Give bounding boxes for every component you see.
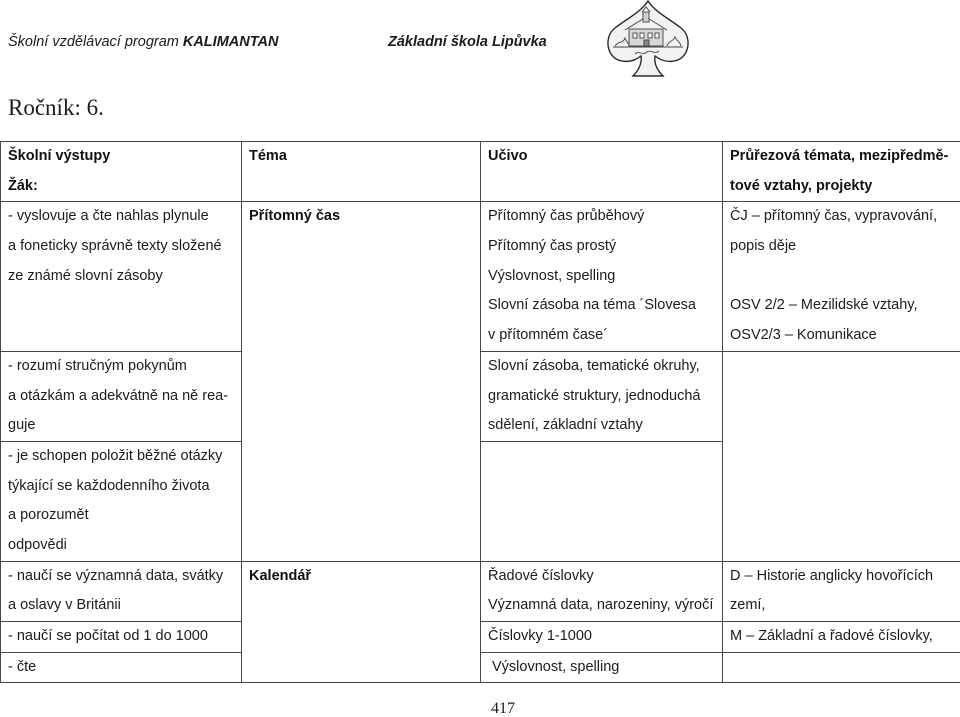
crosscurricular-cell-empty: [723, 652, 960, 683]
program-name: KALIMANTAN: [182, 34, 279, 50]
outputs-cell: [1, 561, 242, 621]
header-outputs-line: Žák:: [8, 177, 38, 194]
content-line: Řadové číslovky: [488, 567, 594, 584]
table-row: [1, 202, 960, 351]
school-name: Základní škola Lipůvka: [388, 34, 547, 50]
header-content: [481, 142, 723, 202]
outputs-cell: [1, 652, 242, 683]
crosscurricular-line: zemí,: [730, 597, 766, 614]
output-line: - naučí se počítat od 1 do 1000: [8, 628, 208, 644]
output-line: - čte: [8, 658, 37, 675]
content-cell: [481, 202, 723, 351]
crosscurricular-line: OSV2/3 – Komunikace: [730, 327, 877, 344]
header-outputs-line: Školní výstupy: [8, 148, 111, 164]
output-line: - vyslovuje a čte nahlas plynule: [8, 208, 209, 225]
output-line: - rozumí stručným pokynům: [8, 357, 187, 374]
page-title: Ročník: 6.: [8, 95, 104, 120]
content-cell: [481, 622, 723, 653]
content-line: Výslovnost, spelling: [488, 267, 616, 284]
output-line: a foneticky správně texty složené: [8, 238, 222, 255]
crosscurricular-line: ČJ – přítomný čas, vypravování,: [730, 208, 938, 225]
output-line: a oslavy v Británii: [8, 597, 121, 614]
crosscurricular-line: M – Základní a řadové číslovky,: [730, 628, 933, 644]
output-line: a otázkám a adekvátně na ně rea-: [8, 387, 229, 404]
program-title: [8, 32, 278, 52]
output-line: odpovědi: [8, 536, 67, 553]
header-crosscurricular: [723, 142, 960, 202]
content-line: Číslovky 1-1000: [488, 628, 592, 644]
crosscurricular-cell: [723, 561, 960, 621]
table-row: [1, 622, 960, 653]
crosscurricular-line: OSV 2/2 – Mezilidské vztahy,: [730, 297, 918, 314]
content-cell-empty: [481, 441, 723, 561]
blank-line: [730, 262, 954, 292]
topic-label: Přítomný čas: [249, 208, 341, 225]
header-topic: [242, 142, 481, 202]
content-line: gramatické struktury, jednoduchá: [488, 387, 701, 404]
crosscurricular-cell: [723, 622, 960, 653]
school-logo: [605, 0, 691, 78]
crosscurricular-line: D – Historie anglicky hovořících: [730, 567, 934, 584]
crosscurricular-line: popis děje: [730, 238, 797, 255]
content-cell: [481, 561, 723, 621]
crosscurricular-cell: [723, 202, 960, 351]
topic-cell: [242, 561, 481, 683]
topic-cell: [242, 202, 481, 561]
content-line: Přítomný čas prostý: [488, 238, 617, 255]
output-line: guje: [8, 417, 36, 434]
header-topic-label: Téma: [249, 148, 287, 164]
output-line: ze známé slovní zásoby: [8, 267, 163, 284]
content-cell: [481, 652, 723, 683]
topic-label: Kalendář: [249, 567, 312, 584]
content-line: v přítomném čase´: [488, 327, 609, 344]
header-outputs: [1, 142, 242, 202]
header-content-label: Učivo: [488, 148, 528, 164]
crosscurricular-cell-empty: [723, 351, 960, 561]
program-label: Školní vzdělávací program: [8, 34, 179, 50]
content-line: sdělení, základní vztahy: [488, 417, 643, 434]
table-row: [1, 351, 960, 441]
output-line: týkající se každodenního života: [8, 477, 210, 494]
output-line: a porozumět: [8, 507, 89, 524]
outputs-cell: [1, 441, 242, 561]
content-cell: [481, 351, 723, 441]
table-row: [1, 652, 960, 683]
header-crosscurricular-line: Průřezová témata, mezipředmě-: [730, 148, 949, 164]
content-line: Významná data, narozeniny, výročí: [488, 597, 714, 614]
outputs-cell: [1, 202, 242, 351]
curriculum-table: [0, 141, 960, 683]
content-line: Slovní zásoba, tematické okruhy,: [488, 357, 700, 374]
content-line: Přítomný čas průběhový: [488, 208, 645, 225]
table-header-row: [1, 142, 960, 202]
header-crosscurricular-line: tové vztahy, projekty: [730, 177, 873, 194]
page-number: 417: [491, 700, 515, 717]
outputs-cell: [1, 622, 242, 653]
output-line: - je schopen položit běžné otázky: [8, 447, 223, 464]
table-row: [1, 561, 960, 621]
content-line: Slovní zásoba na téma ´Slovesa: [488, 297, 696, 314]
outputs-cell: [1, 351, 242, 441]
output-line: - naučí se významná data, svátky: [8, 567, 224, 584]
content-line: Výslovnost, spelling: [492, 658, 620, 675]
